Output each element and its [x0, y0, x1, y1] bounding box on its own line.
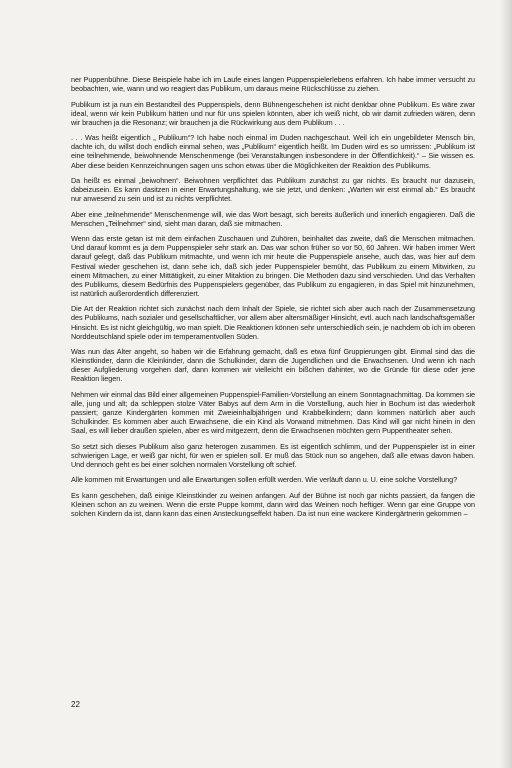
paragraph-8: Was nun das Alter angeht, so haben wir die Erfahrung gemacht, daß es etwa fünf Gruppierungen gibt. Einmal sind das die Kleinstkinder, dann die Kleinkinder, dann die Schulkinder, dann die Jugendlichen und die Erwachsenen. Und wenn ich nach dieser Aufgliederung vorgehen darf, dann kommen wir vielleicht ein bißchen dahinter, wo die Gründe für diese oder jene Reaktion liegen. [71, 347, 475, 384]
paragraph-12: Es kann geschehen, daß einige Kleinstkinder zu weinen anfangen. Auf der Bühne ist noch gar nichts passiert, da fangen die Kleinen schon an zu weinen. Wenn die erste Puppe kommt, dann wird das Weinen noch heftiger. Wenn gar eine Gruppe von solchen Kindern da ist, dann kann das einen Ansteckungseffekt haben. Da ist nun eine wackere Kindergärtnerin gekommen – [71, 490, 475, 519]
paragraph-5: Aber eine „teilnehmende“ Menschenmenge will, wie das Wort besagt, sich bereits äußerlich und innerlich engagieren. Daß die Menschen „Teilnehmer“ sind, sieht man daran, daß sie mitmachen. [71, 209, 475, 228]
paragraph-7: Die Art der Reaktion richtet sich zunächst nach dem Inhalt der Spiele, sie richtet sich aber auch nach der Zusammensetzung des Publikums, nach sozialer und gesellschaftlicher, vor allem aber altersmäßiger Hinsicht, evtl. auch nach landschaftsgemäßer Hinsicht. Es ist nicht gleichgültig, wo man spielt. Die Reaktionen können sehr unterschiedlich sein, je nachdem ob ich im oberen Norddeutschland spiele oder im temperamentvollen Süden. [71, 304, 475, 341]
document-body [71, 75, 475, 525]
paragraph-1: ner Puppenbühne. Diese Beispiele habe ich im Laufe eines langen Puppenspielerlebens erfahren. Ich habe immer versucht zu beobachten, wie, wann und wo reagiert das Publikum, um daraus meine Rückschlüsse zu ziehen. [71, 75, 475, 94]
paragraph-11: Alle kommen mit Erwartungen und alle Erwartungen sollen erfüllt werden. Wie verläuft dann u. U. eine solche Vorstellung? [71, 475, 458, 485]
page-number: 22 [71, 700, 80, 709]
paragraph-4: Da heißt es einmal „beiwohnen“. Beiwohnen verpflichtet das Publikum zunächst zu gar nichts. Es braucht nur dazusein, dabeizusein. Es kann dasitzen in einer Erwartungshaltung, wie sie jetzt, und denken: „Warten wir erst einmal ab.“ Es braucht nur anwesend zu sein und ist zu nichts verpflichtet. [71, 176, 475, 204]
paragraph-10: So setzt sich dieses Publikum also ganz heterogen zusammen. Es ist eigentlich schlimm, und der Puppenspieler ist in einer schwierigen Lage, er weiß gar nicht, für wen er spielen soll. Er muß das Stück nun so angehen, daß alle etwas davon haben. Und dennoch geht es bei einer solchen normalen Vorstellung oft schief. [71, 441, 475, 469]
paragraph-2: Publikum ist ja nun ein Bestandteil des Puppenspiels, denn Bühnengeschehen ist nicht denkbar ohne Publikum. Es wäre zwar ideal, wenn wir kein Publikum hätten und nur für uns spielen könnten, aber ich weiß nicht, ob wir damit zufrieden wären, denn wir brauchen ja die Resonanz; wir brauchen ja die Rückwirkung aus dem Publikum . . . [71, 99, 475, 127]
page-edge-shadow [500, 0, 512, 768]
paragraph-6: Wenn das erste getan ist mit dem einfachen Zuschauen und Zuhören, beinhaltet das zweite, daß die Menschen mitmachen. Und darauf kommt es ja dem Puppenspieler sehr stark an. Das war schon früher so vor 50, 60 Jahren. Wir haben immer Wert darauf gelegt, daß das Publikum mitmachte, und wenn ich mir heute die Puppenspiele ansehe, auch das, was hier auf dem Festival wieder geschehen ist, dann sehe ich, daß sich jeder Puppenspieler bemüht, das Publikum zu einem Mitwirken, zu einem Mitmachen, zu einer Mittätigkeit, zu einer Mitaktion zu bringen. Die Methoden dazu sind verschieden. Und das Verhalten des Publikums, diesem Bedürfnis des Puppenspielers gegenüber, das Publikum zu engagieren, in das Spiel mit hinzunehmen, ist natürlich außerordentlich differenziert. [71, 234, 475, 298]
paragraph-3: . . . Was heißt eigentlich „ Publikum“? Ich habe noch einmal im Duden nachgeschaut. Weil ich ein ungebildeter Mensch bin, dachte ich, du willst doch endlich einmal sehen, was „Publikum“ eigentlich heißt. Im Duden wird es so umrissen: „Publikum ist eine teilnehmende, beiwohnende Menschenmenge (bei Veranstaltungen insbesondere in der Öffentlichkeit).“ – Sie wissen es. Aber diese beiden Kennzeichnungen sagen uns schon etwas über die Möglichkeiten der Reaktion des Publikums. [71, 133, 475, 170]
paragraph-9: Nehmen wir einmal das Bild einer allgemeinen Puppenspiel-Familien-Vorstellung an einem Sonntagnachmittag. Da kommen sie alle, jung und alt; da schleppen stolze Väter Babys auf dem Arm in die Vorstellung, auch hier in Bochum ist das wiederholt passiert; ganze Kindergärten kommen mit Zweieinhalbjährigen und Krabbelkindern; dann kommen natürlich aber auch Schulkinder. Es kommen aber auch Erwachsene, die ein Kind als Vorwand mitnehmen. Das Kind will gar nicht hinein in den Saal, es will lieber draußen spielen, aber es wird mitgezerrt, denn die Erwachsenen möchten gern Puppentheater sehen. [71, 389, 475, 436]
